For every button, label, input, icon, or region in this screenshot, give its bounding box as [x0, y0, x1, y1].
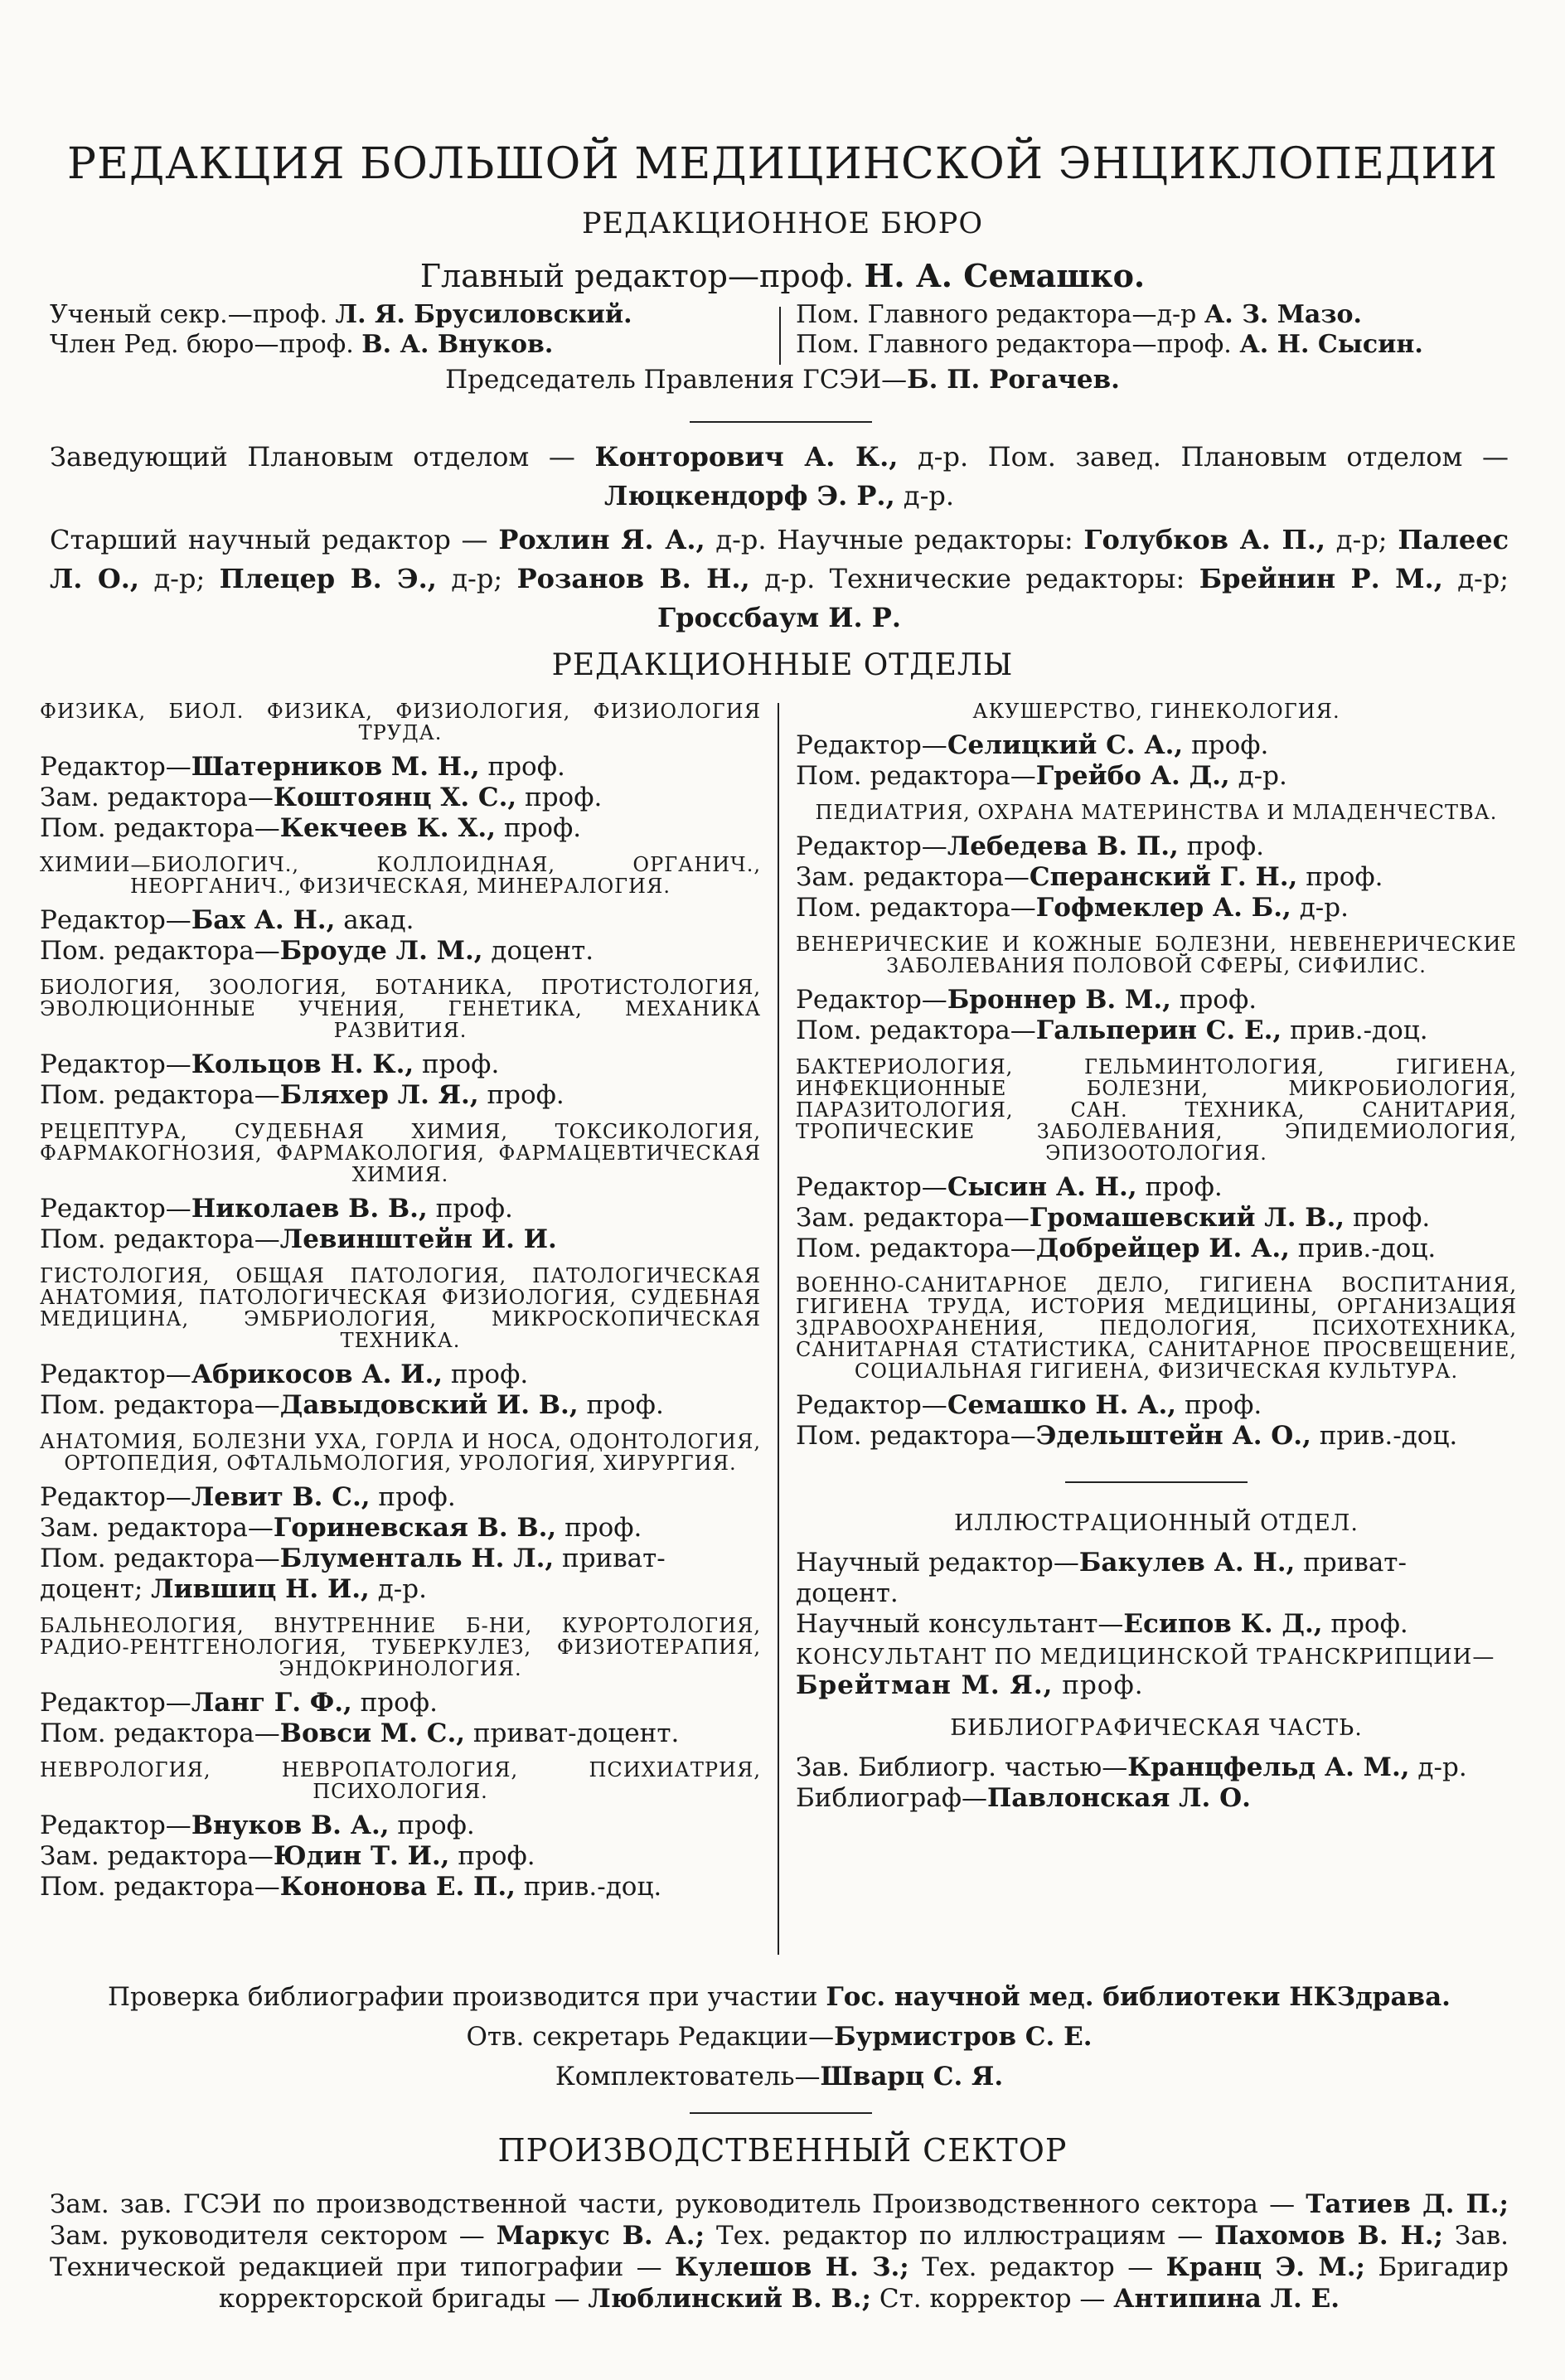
list-item: Редактор—Абрикосов А. И., проф. — [40, 1360, 529, 1389]
list-item: Пом. редактора—Давыдовский И. В., проф. — [40, 1390, 664, 1420]
responsible-secretary: Отв. секретарь Редакции—Бурмистров С. Е. — [466, 2022, 1093, 2052]
list-item: Зам. редактора—Сперанский Г. Н., проф. — [796, 862, 1383, 892]
dept-chemistry: ХИМИИ—БИОЛОГИЧ., КОЛЛОИДНАЯ, ОРГАНИЧ., НЕОРГАНИЧ., ФИЗИЧЕСКАЯ, МИНЕРАЛОГИЯ. — [40, 853, 761, 898]
list-item: Научный редактор—Бакулев А. Н., приват- — [796, 1548, 1407, 1578]
list-item: Пом. редактора—Грейбо А. Д., д-р. — [796, 761, 1287, 791]
list-item: Редактор—Бах А. Н., акад. — [40, 905, 414, 935]
departments-left-column — [40, 700, 761, 1903]
list-item: Редактор—Семашко Н. А., проф. — [796, 1390, 1262, 1420]
list-item: Зам. редактора—Гориневская В. В., проф. — [40, 1513, 642, 1543]
list-item: Зам. редактора—Громашевский Л. В., проф. — [796, 1203, 1431, 1233]
list-item: Пом. редактора—Кононова Е. П., прив.-доц. — [40, 1872, 662, 1902]
list-item: КОНСУЛЬТАНТ ПО МЕДИЦИНСКОЙ ТРАНСКРИПЦИИ—Брейтман М. Я., проф. — [796, 1645, 1495, 1700]
list-item: доцент; Лившиц Н. И., д-р. — [40, 1574, 427, 1604]
list-item: Пом. редактора—Гофмеклер А. Б., д-р. — [796, 893, 1349, 923]
list-item: Редактор—Николаев В. В., проф. — [40, 1194, 513, 1224]
bureau-members — [50, 300, 1509, 365]
list-item: Пом. редактора—Гальперин С. Е., прив.-доц. — [796, 1015, 1428, 1045]
dept-venereology: ВЕНЕРИЧЕСКИЕ И КОЖНЫЕ БОЛЕЗНИ, НЕВЕНЕРИЧЕСКИЕ ЗАБОЛЕВАНИЯ ПОЛОВОЙ СФЕРЫ, СИФИЛИС. — [796, 933, 1517, 977]
divider — [690, 2112, 872, 2114]
list-item: Зам. редактора—Юдин Т. И., проф. — [40, 1841, 535, 1871]
list-item: Редактор—Лебедева В. П., проф. — [796, 831, 1264, 861]
list-item: Пом. редактора—Добрейцер И. А., прив.-доц. — [796, 1234, 1437, 1263]
list-item: Редактор—Сысин А. Н., проф. — [796, 1172, 1223, 1202]
dept-social-hygiene: ВОЕННО-САНИТАРНОЕ ДЕЛО, ГИГИЕНА ВОСПИТАНИЯ, ГИГИЕНА ТРУДА, ИСТОРИЯ МЕДИЦИНЫ, ОРГАНИЗАЦИЯ ЗДРАВООХРАНЕНИЯ, ПЕДОЛОГИЯ, ПСИХОТЕХНИКА, САНИТАРНАЯ СТАТИСТИКА, САНИТАРНОЕ ПРОСВЕЩЕНИЕ, СОЦИАЛЬНАЯ ГИГИЕНА, ФИЗИЧЕСКАЯ КУЛЬТУРА. — [796, 1273, 1517, 1383]
page-title: РЕДАКЦИЯ БОЛЬШОЙ МЕДИЦИНСКОЙ ЭНЦИКЛОПЕДИИ — [67, 139, 1498, 189]
bibliography-check: Проверка библиографии производится при участии Гос. научной мед. библиотеки НКЗдрава. — [108, 1982, 1451, 2012]
departments-right-column — [796, 700, 1517, 1814]
dept-pediatrics: ПЕДИАТРИЯ, ОХРАНА МАТЕРИНСТВА И МЛАДЕНЧЕСТВА. — [815, 801, 1498, 824]
dept-pharmacy: РЕЦЕПТУРА, СУДЕБНАЯ ХИМИЯ, ТОКСИКОЛОГИЯ, ФАРМАКОГНОЗИЯ, ФАРМАКОЛОГИЯ, ФАРМАЦЕВТИЧЕСКАЯ ХИМИЯ. — [40, 1120, 761, 1186]
compiler: Комплектователь—Шварц С. Я. — [555, 2062, 1004, 2092]
editors-paragraph: Старший научный редактор — Рохлин Я. А., д-р. Научные редакторы: Голубков А. П., д-р; Палеес Л. О., д-р; Плецер В. Э., д-р; Розанов В. Н., д-р. Технические редакторы: Брейнин Р. М., д-р; Гроссбаум И. Р. — [50, 524, 1509, 633]
bibliography-heading: БИБЛИОГРАФИЧЕСКАЯ ЧАСТЬ. — [950, 1715, 1363, 1741]
list-item: Пом. редактора—Блументаль Н. Л., приват- — [40, 1544, 666, 1573]
production-paragraph: Зам. зав. ГСЭИ по производственной части, руководитель Производственного сектора — Татиев Д. П.; Зам. руководителя сектором — Маркус В. А.; Тех. редактор по иллюстрациям — Пахомов В. Н.; Зав. Технической редакцией при типографии — Кулешов Н. З.; Тех. редактор — Кранц Э. М.; Бригадир корректорской бригады — Люблинский В. В.; Ст. корректор — Антипина Л. Е. — [50, 2189, 1509, 2314]
list-item: Редактор—Броннер В. М., проф. — [796, 985, 1257, 1015]
list-item: Редактор—Шатерников М. Н., проф. — [40, 752, 565, 782]
chief-editor: Главный редактор—проф. Н. А. Семашко. — [419, 257, 1146, 294]
list-item: доцент. — [796, 1578, 899, 1608]
bottom-credits — [50, 1977, 1509, 2096]
list-item: Зав. Библиогр. частью—Кранцфельд А. М., д-р. — [796, 1752, 1467, 1782]
bureau-divider — [779, 307, 781, 365]
divider — [1065, 1481, 1248, 1483]
dept-pathology: ГИСТОЛОГИЯ, ОБЩАЯ ПАТОЛОГИЯ, ПАТОЛОГИЧЕСКАЯ АНАТОМИЯ, ПАТОЛОГИЧЕСКАЯ ФИЗИОЛОГИЯ, СУДЕБНАЯ МЕДИЦИНА, ЭМБРИОЛОГИЯ, МИКРОСКОПИЧЕСКАЯ ТЕХНИКА. — [40, 1264, 761, 1352]
list-item: Пом. редактора—Эдельштейн А. О., прив.-доц. — [796, 1421, 1458, 1451]
board-chair: Председатель Правления ГСЭИ—Б. П. Рогачев. — [445, 365, 1120, 395]
dept-neurology: НЕВРОЛОГИЯ, НЕВРОПАТОЛОГИЯ, ПСИХИАТРИЯ, ПСИХОЛОГИЯ. — [40, 1758, 761, 1803]
dept-physics: ФИЗИКА, БИОЛ. ФИЗИКА, ФИЗИОЛОГИЯ, ФИЗИОЛОГИЯ ТРУДА. — [40, 700, 761, 744]
dept-bacteriology: БАКТЕРИОЛОГИЯ, ГЕЛЬМИНТОЛОГИЯ, ГИГИЕНА, ИНФЕКЦИОННЫЕ БОЛЕЗНИ, МИКРОБИОЛОГИЯ, ПАРАЗИТОЛОГИЯ, САН. ТЕХНИКА, САНИТАРИЯ, ТРОПИЧЕСКИЕ ЗАБОЛЕВАНИЯ, ЭПИДЕМИОЛОГИЯ, ЭПИЗООТОЛОГИЯ. — [796, 1055, 1517, 1165]
list-item: Пом. редактора—Левинштейн И. И. — [40, 1224, 557, 1254]
list-item: Пом. редактора—Бляхер Л. Я., проф. — [40, 1080, 564, 1110]
bureau-members-left: Ученый секр.—проф. Л. Я. Брусиловский. Член Ред. бюро—проф. В. А. Внуков. — [50, 300, 632, 359]
list-item: Редактор—Левит В. С., проф. — [40, 1482, 456, 1512]
bureau-heading: РЕДАКЦИОННОЕ БЮРО — [581, 207, 984, 240]
list-item: Пом. редактора—Кекчеев К. Х., проф. — [40, 813, 582, 843]
list-item: Редактор—Внуков В. А., проф. — [40, 1810, 475, 1840]
production-heading: ПРОИЗВОДСТВЕННЫЙ СЕКТОР — [497, 2132, 1068, 2169]
list-item: Редактор—Ланг Г. Ф., проф. — [40, 1688, 438, 1718]
list-item: Редактор—Кольцов Н. К., проф. — [40, 1049, 500, 1079]
list-item: Зам. редактора—Коштоянц Х. С., проф. — [40, 783, 603, 812]
planning-paragraph: Заведующий Плановым отделом — Конторович А. К., д-р. Пом. завед. Плановым отделом — Люцкендорф Э. Р., д-р. — [50, 441, 1509, 511]
dept-biology: БИОЛОГИЯ, ЗООЛОГИЯ, БОТАНИКА, ПРОТИСТОЛОГИЯ, ЭВОЛЮЦИОННЫЕ УЧЕНИЯ, ГЕНЕТИКА, МЕХАНИКА РАЗВИТИЯ. — [40, 976, 761, 1042]
list-item: Редактор—Селицкий С. А., проф. — [796, 730, 1269, 760]
list-item: Пом. редактора—Броуде Л. М., доцент. — [40, 936, 594, 966]
list-item: Библиограф—Павлонская Л. О. — [796, 1783, 1251, 1813]
departments-heading: РЕДАКЦИОННЫЕ ОТДЕЛЫ — [551, 648, 1014, 682]
list-item: Пом. редактора—Вовси М. С., приват-доцент. — [40, 1718, 680, 1748]
dept-anatomy-surgery: АНАТОМИЯ, БОЛЕЗНИ УХА, ГОРЛА И НОСА, ОДОНТОЛОГИЯ, ОРТОПЕДИЯ, ОФТАЛЬМОЛОГИЯ, УРОЛОГИЯ, ХИРУРГИЯ. — [40, 1430, 761, 1475]
chief-editor-name: Н. А. Семашко. — [864, 257, 1146, 294]
dept-obstetrics: АКУШЕРСТВО, ГИНЕКОЛОГИЯ. — [972, 700, 1340, 723]
column-divider — [778, 703, 779, 1955]
list-item: Научный консультант—Есипов К. Д., проф. — [796, 1609, 1408, 1639]
illustration-dept-heading: ИЛЛЮСТРАЦИОННЫЙ ОТДЕЛ. — [953, 1510, 1359, 1536]
bureau-members-right: Пом. Главного редактора—д-р А. З. Мазо. Пом. Главного редактора—проф. А. Н. Сысин. — [796, 300, 1423, 359]
dept-internal-medicine: БАЛЬНЕОЛОГИЯ, ВНУТРЕННИЕ Б-НИ, КУРОРТОЛОГИЯ, РАДИО-РЕНТГЕНОЛОГИЯ, ТУБЕРКУЛЕЗ, ФИЗИОТЕРАПИЯ, ЭНДОКРИНОЛОГИЯ. — [40, 1614, 761, 1680]
divider — [690, 421, 872, 423]
